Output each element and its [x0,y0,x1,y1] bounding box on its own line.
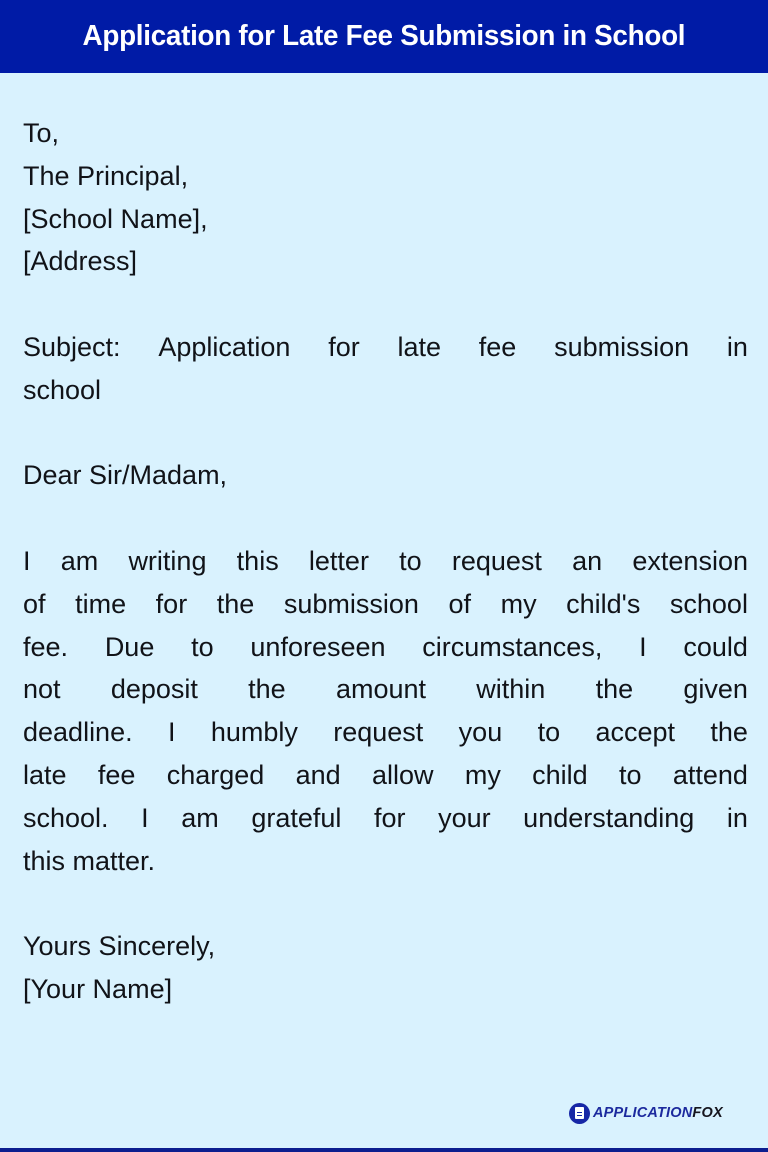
paragraph-line: school. I am grateful for your understanding in [23,802,748,833]
spacer [23,283,748,326]
paragraph-line: I am writing this letter to request an extension [23,545,748,576]
document-circle-icon [569,1103,590,1124]
spacer [23,412,748,455]
page-title: Application for Late Fee Submission in School [82,20,686,52]
brand-name: APPLICATIONFOX [593,1105,723,1121]
subject-line: school [23,374,102,405]
spacer [23,497,748,540]
salutation-to: To, [23,118,60,148]
school-name: [School Name], [23,203,208,234]
spacer [23,882,748,925]
paragraph-line: of time for the submission of my child's school [23,588,748,619]
paragraph-line: this matter. [23,845,156,876]
paragraph-line: deadline. I humbly request you to accept the [23,717,748,748]
closing: Yours Sincerely, [23,931,216,962]
title-banner [0,0,768,73]
subject-line: Subject: Application for late fee submission in [23,331,748,362]
paragraph-line: not deposit the amount within the given [23,674,748,705]
address: [Address] [23,246,138,277]
body-paragraph [23,540,748,882]
paragraph-line: late fee charged and allow my child to attend [23,759,748,790]
paragraph-line: fee. Due to unforeseen circumstances, I could [23,631,748,662]
greeting: Dear Sir/Madam, [23,460,228,491]
bottom-border [0,1148,768,1152]
recipient: The Principal, [23,160,189,191]
brand-logo [569,1102,723,1124]
letter-body [23,112,748,1011]
signature: [Your Name] [23,973,173,1004]
